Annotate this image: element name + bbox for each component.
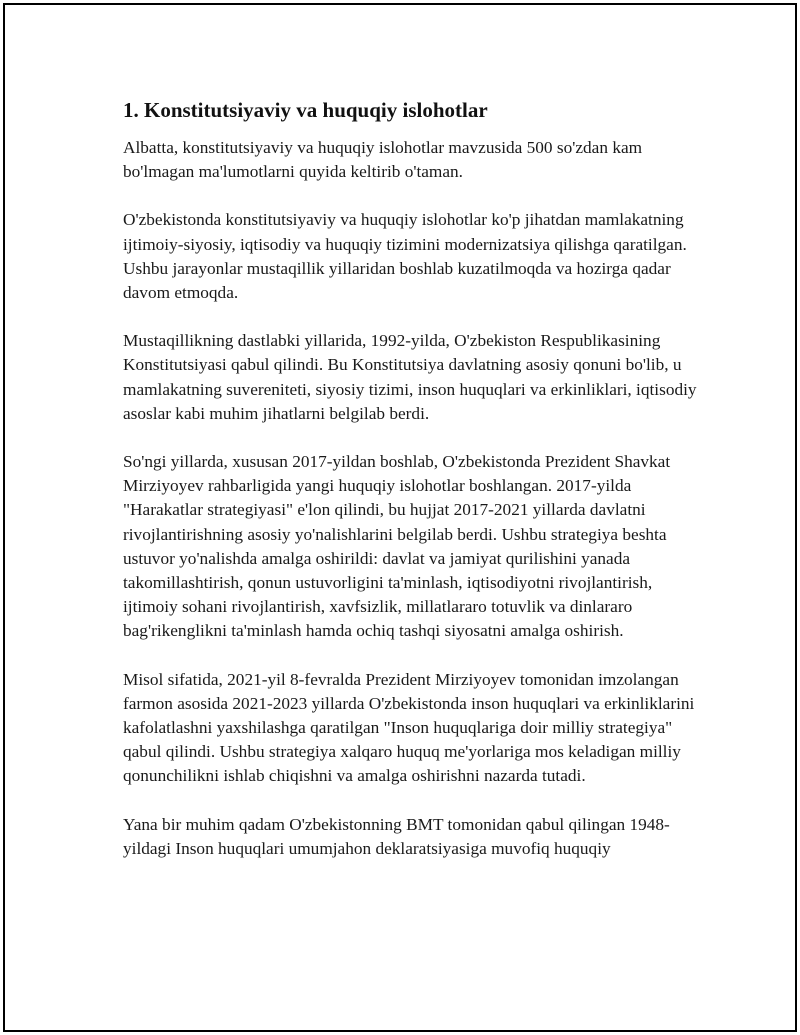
section-title: 1. Konstitutsiyaviy va huquqiy islohotlar	[123, 98, 488, 122]
page-frame	[3, 3, 797, 1032]
paragraph-constitution-1992: Mustaqillikning dastlabki yillarida, 1992-yilda, O'zbekiston Respublikasining Konstitutsiyasi qabul qilindi. Bu Konstitutsiya davlatning asosiy qonuni bo'lib, u mamlakatning suvereniteti, siyosiy tizimi, inson huquqlari va erkinliklari, iqtisodiy asoslar kabi muhim jihatlarni belgilab berdi.	[123, 331, 697, 423]
document-body	[123, 96, 699, 885]
paragraph-intro: Albatta, konstitutsiyaviy va huquqiy islohotlar mavzusida 500 so'zdan kam bo'lmagan ma'lumotlarni quyida keltirib o'taman.	[123, 138, 643, 182]
paragraph-action-strategy: So'ngi yillarda, xususan 2017-yildan boshlab, O'zbekistonda Prezident Shavkat Mirziyoyev rahbarligida yangi huquqiy islohotlar boshlangan. 2017-yilda "Harakatlar strategiyasi" e'lon qilindi, bu hujjat 2017-2021 yillarda davlatni rivojlantirishning asosiy yo'nalishlarini belgilab berdi. Ushbu strategiya beshta ustuvor yo'nalishda amalga oshirildi: davlat va jamiyat qurilishini yanada takomillashtirish, qonun ustuvorligini ta'minlash, iqtisodiyotni rivojlantirish, ijtimoiy sohani rivojlantirish, xavfsizlik, millatlararo totuvlik va dinlararo bag'rikenglikni ta'minlash hamda ochiq tashqi siyosatni amalga oshirish.	[123, 452, 671, 641]
paragraph-reforms-overview: O'zbekistonda konstitutsiyaviy va huquqiy islohotlar ko'p jihatdan mamlakatning ijtimoiy-siyosiy, iqtisodiy va huquqiy tizimini modernizatsiya qilishga qaratilgan. Ushbu jarayonlar mustaqillik yillaridan boshlab kuzatilmoqda va hozirga qadar davom etmoqda.	[123, 210, 687, 303]
paragraph-un-declaration: Yana bir muhim qadam O'zbekistonning BMT tomonidan qabul qilingan 1948-yildagi Inson huquqlari umumjahon deklaratsiyasiga muvofiq huquqiy	[123, 814, 670, 858]
paragraph-human-rights-strategy: Misol sifatida, 2021-yil 8-fevralda Prezident Mirziyoyev tomonidan imzolangan farmon asosida 2021-2023 yillarda O'zbekistonda inson huquqlari va erkinliklarini kafolatlashni yaxshilashga qaratilgan "Inson huquqlariga doir milliy strategiya" qabul qilindi. Ushbu strategiya xalqaro huquq me'yorlariga mos keladigan milliy qonunchilikni ishlab chiqishni va amalga oshirishni nazarda tutadi.	[123, 669, 695, 786]
